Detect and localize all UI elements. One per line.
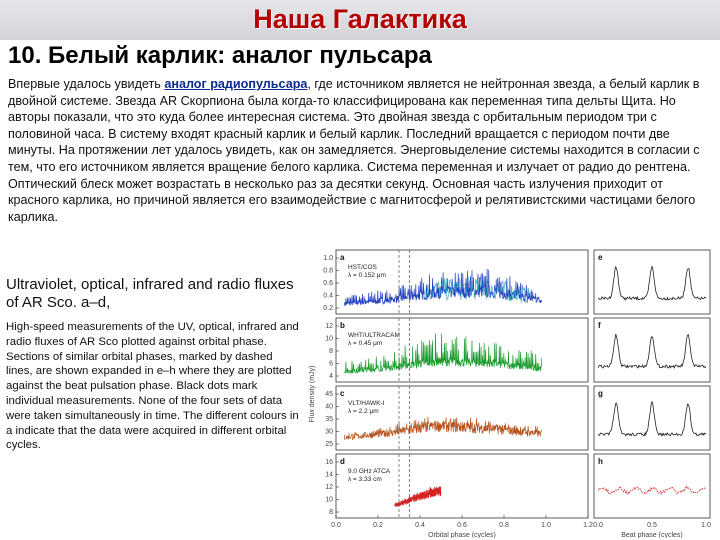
beat-x-tick: 0.0 <box>593 522 603 529</box>
panel-b-y-tick: 10 <box>325 335 333 343</box>
orbital-x-tick: 0.6 <box>457 522 467 529</box>
panel-b-y-tick: 6 <box>329 360 333 368</box>
panel-f-frame <box>594 318 710 382</box>
panel-a-frame <box>336 250 588 314</box>
panel-f-label: f <box>598 321 601 330</box>
panel-a-y-tick: 0.6 <box>323 280 333 287</box>
panel-d-instrument: 9.0 GHz ATCA <box>348 468 391 475</box>
flux-figure <box>306 244 716 538</box>
panel-d-y-tick: 10 <box>325 496 333 504</box>
panel-c-instrument: VLT/HAWK-I <box>348 400 385 407</box>
panel-d-wavelength: λ = 3.33 cm <box>348 476 382 483</box>
panel-a-wavelength: λ = 0.152 μm <box>348 272 386 279</box>
orbital-x-tick: 1.0 <box>541 522 551 529</box>
panel-d-light-curve <box>395 486 441 506</box>
panel-b-frame <box>336 318 588 382</box>
orbital-x-axis-label: Orbital phase (cycles) <box>428 532 496 538</box>
panel-a-instrument: HST/COS <box>348 264 377 271</box>
orbital-x-tick: 1.2 <box>583 522 593 529</box>
panel-d-y-tick: 14 <box>325 471 333 479</box>
panel-d-frame <box>336 454 588 518</box>
panel-c-light-curve <box>344 417 541 440</box>
panel-c-y-tick: 40 <box>325 403 333 411</box>
panel-b-y-tick: 12 <box>325 323 333 330</box>
orbital-x-tick: 0.0 <box>331 522 341 529</box>
panel-c-y-tick: 35 <box>325 416 333 423</box>
paragraph-2: Оптический блеск может возрастать в несколько раз за десятки секунд. Основная часть излучения приходит от красного карлика, но причиной является его взаимодействие с магнитосферой и релятивистскими частицами белого карлика. <box>8 176 696 224</box>
panel-c-frame <box>336 386 588 450</box>
panel-a-label: a <box>340 253 345 262</box>
panel-a-y-tick: 0.8 <box>323 267 333 275</box>
figure-caption-title: Ultraviolet, optical, infrared and radio fluxes of AR Sco. a–d, <box>6 276 294 311</box>
panel-a-y-tick: 0.2 <box>323 305 333 312</box>
panel-b-instrument: WHT/ULTRACAM <box>348 332 400 339</box>
orbital-x-tick: 0.8 <box>499 522 509 529</box>
beat-x-axis-label: Beat phase (cycles) <box>621 532 683 538</box>
panel-h-beat-curve <box>598 487 706 495</box>
panel-d-label: d <box>340 457 345 466</box>
panel-g-label: g <box>598 389 603 398</box>
panel-g-beat-curve <box>598 402 706 436</box>
flux-chart <box>306 244 716 538</box>
panel-b-y-tick: 8 <box>329 348 333 355</box>
panel-g-frame <box>594 386 710 450</box>
panel-c-wavelength: λ = 2.2 μm <box>348 408 379 415</box>
panel-e-frame <box>594 250 710 314</box>
panel-d-y-tick: 8 <box>329 509 333 516</box>
orbital-x-tick: 0.4 <box>415 522 425 529</box>
panel-b-y-tick: 4 <box>329 373 333 380</box>
page-title: Наша Галактика <box>253 4 467 34</box>
radiopulsar-link[interactable]: аналог радиопульсара <box>164 77 308 91</box>
panel-c-y-tick: 25 <box>325 441 333 448</box>
panel-d-y-tick: 12 <box>325 484 333 491</box>
panel-h-label: h <box>598 457 603 466</box>
panel-f-beat-curve <box>598 334 706 368</box>
slide-subtitle: 10. Белый карлик: аналог пульсара <box>8 42 432 69</box>
panel-b-label: b <box>340 321 345 330</box>
panel-e-beat-curve <box>598 266 706 300</box>
body-text <box>8 76 712 225</box>
paragraph-1-start: Впервые удалось увидеть <box>8 77 165 91</box>
panel-e-label: e <box>598 253 603 262</box>
paragraph-1 <box>8 76 712 176</box>
panel-b-wavelength: λ = 0.45 μm <box>348 340 383 347</box>
beat-x-tick: 0.5 <box>647 522 657 529</box>
panel-c-label: c <box>340 389 345 398</box>
orbital-x-tick: 0.2 <box>373 522 383 529</box>
panel-a-y-tick: 0.4 <box>323 292 333 300</box>
panel-h-frame <box>594 454 710 518</box>
y-axis-label: Flux density (mJy) <box>309 365 316 423</box>
panel-a-y-tick: 1.0 <box>323 255 333 262</box>
beat-x-tick: 1.0 <box>701 522 711 529</box>
paragraph-1-rest: , где источником является не нейтронная звезда, а белый карлик в двойной системе. Звезда AR Скорпиона была когда-то классифицирована как переменная типа дельты Щита. Но авторы показали, что это куда более интересная система. Это двойная звезда с орбитальным периодом три с половиной часа. В систему входят красный карлик и белый карлик. Последний вращается с периодом почти две минуты. На протяжении лет удалось увидеть, как он замедляется. Энерговыделение системы находится в согласии с тем, что его источником является вращение белого карлика. Система переменная и излучает от радио до рентгена. <box>8 77 700 174</box>
figure-caption-body: High-speed measurements of the UV, optical, infrared and radio fluxes of AR Sco plotted against orbital phase. Sections of similar orbital phases, marked by dashed lines, are shown expanded in e–h where they are plotted against the beat pulsation phase. Black dots mark individual measurements. None of the four sets of data were taken simultaneously in time. The different colours in a indicate that the data were acquired in different orbital cycles. <box>6 321 299 452</box>
panel-c-y-tick: 45 <box>325 391 333 398</box>
panel-d-y-tick: 16 <box>325 459 333 466</box>
panel-c-y-tick: 30 <box>325 428 333 436</box>
